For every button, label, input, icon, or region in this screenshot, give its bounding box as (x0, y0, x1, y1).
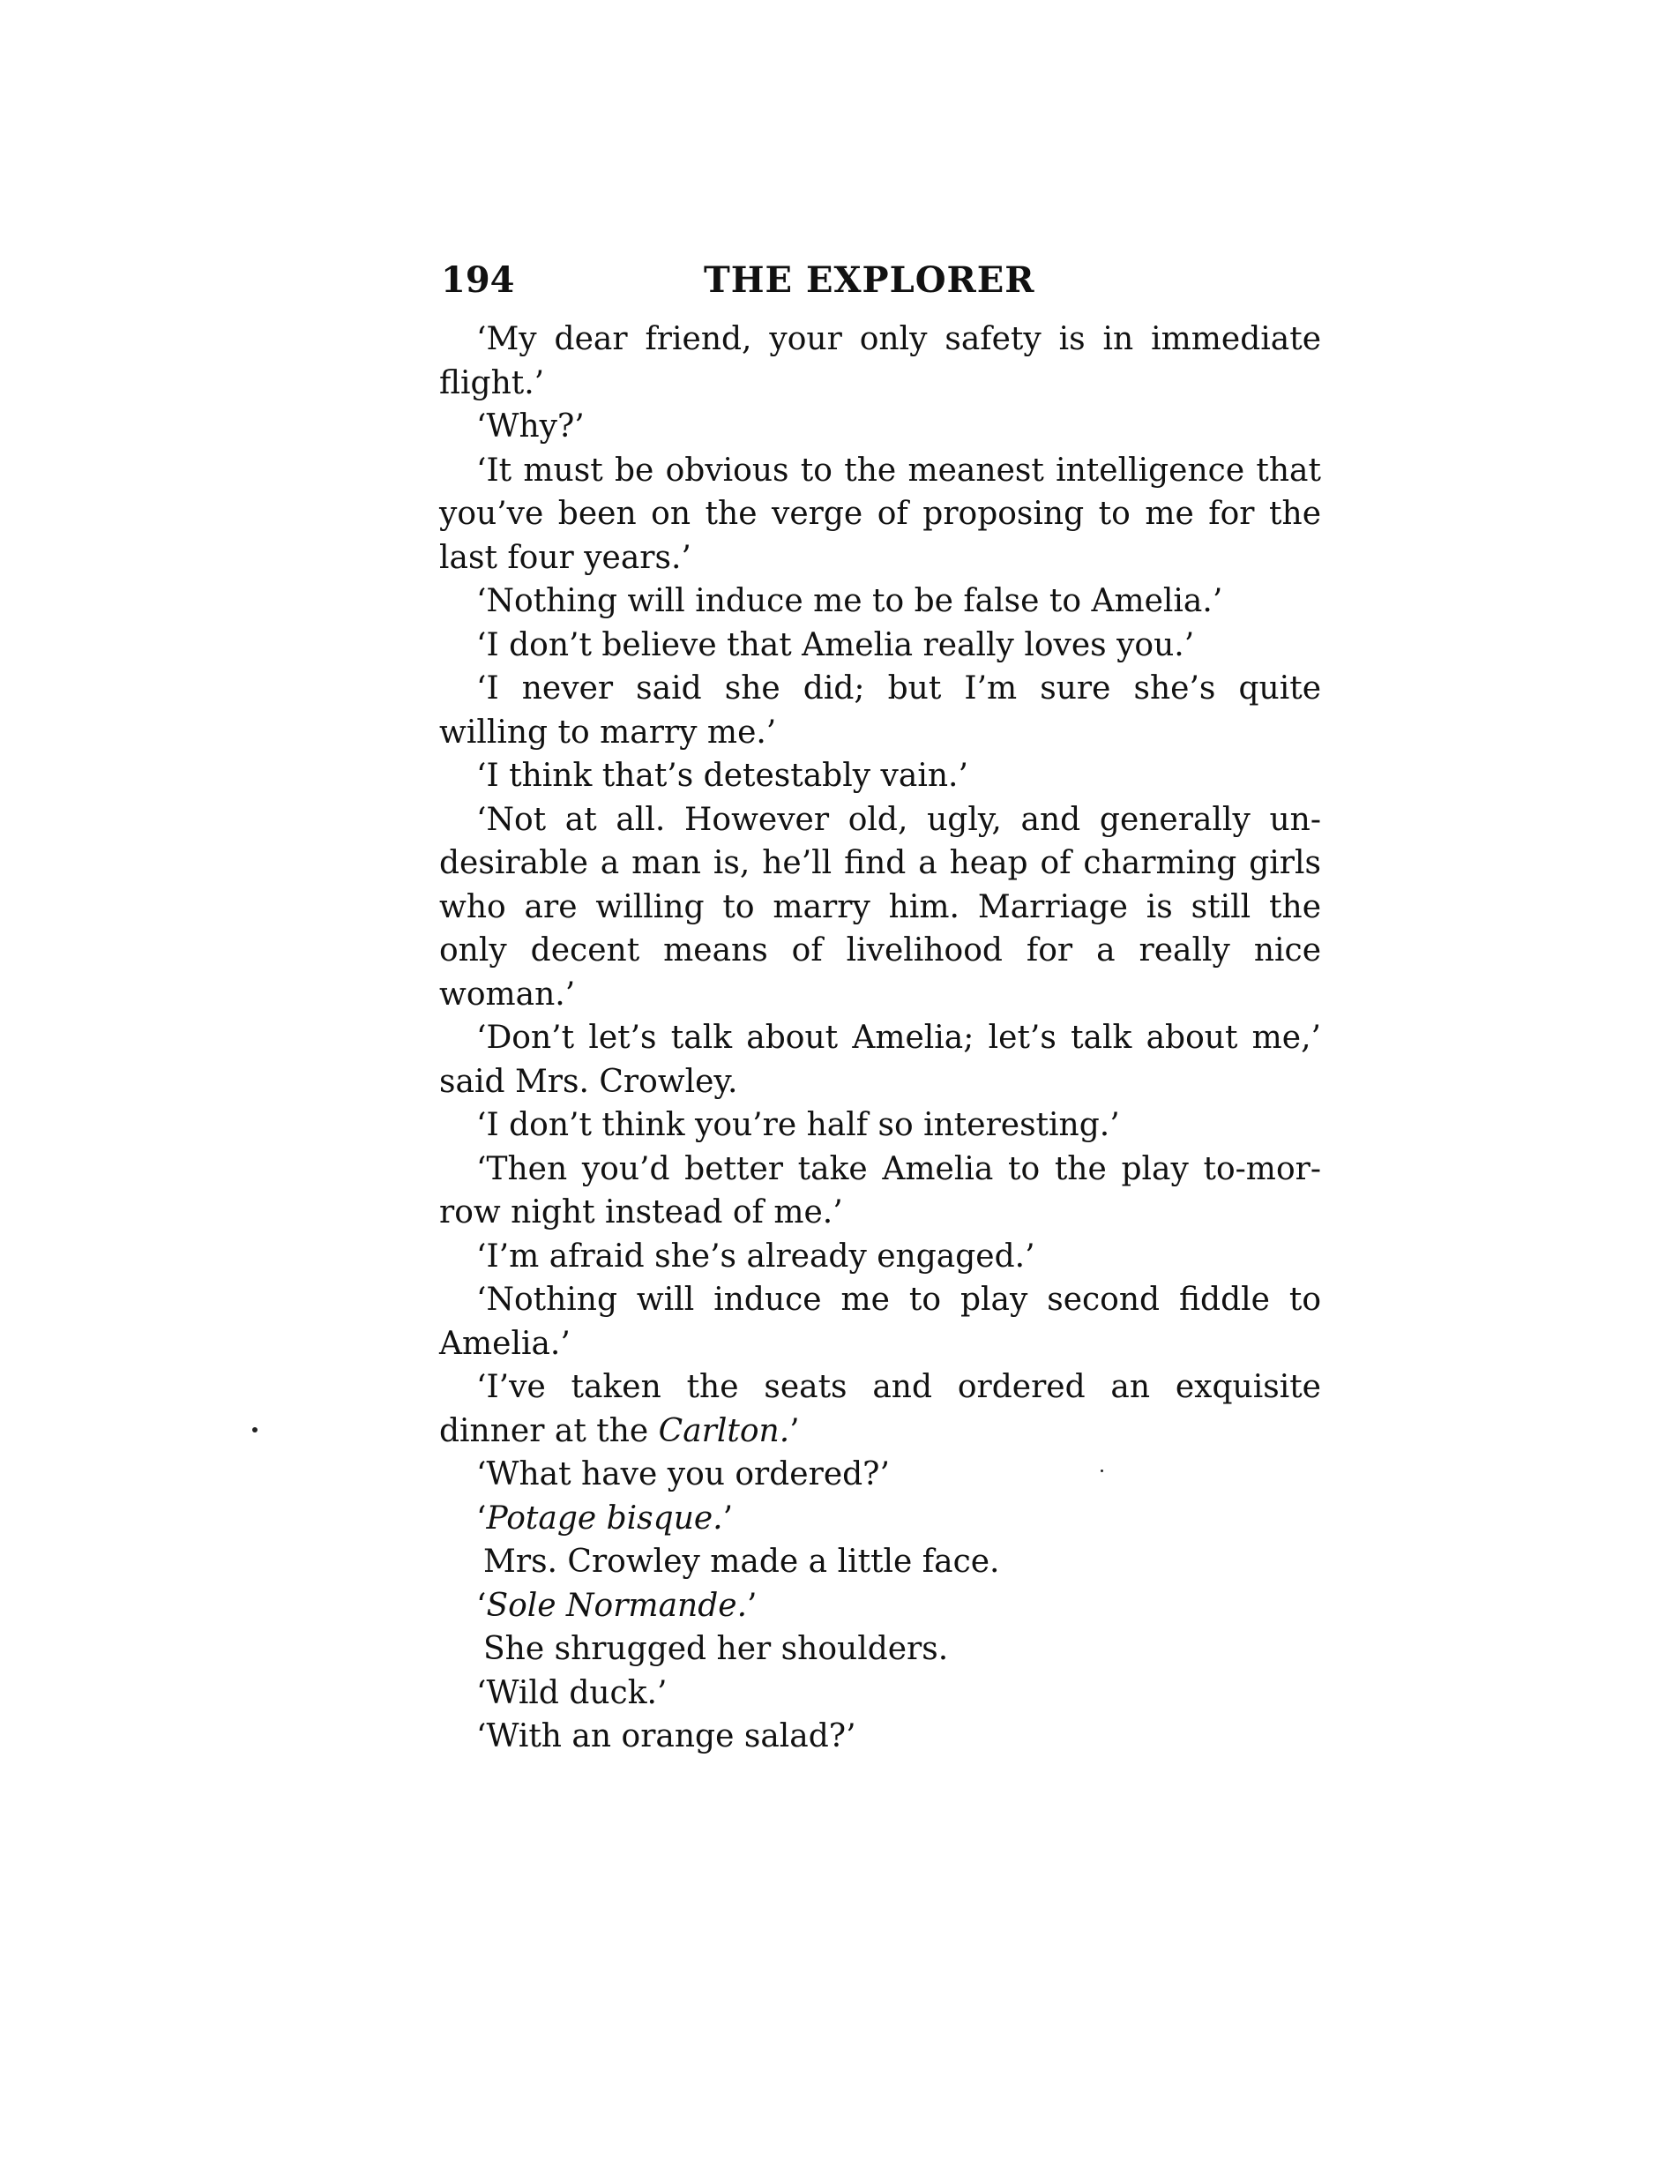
page-number: 194 (441, 259, 515, 301)
paragraph: ‘Nothing will induce me to play second fiddle to Amelia.’ (439, 1282, 1321, 1362)
paragraph: ‘I don’t believe that Amelia really loves you.’ (476, 626, 1195, 663)
paragraph: ‘I never said she did; but I’m sure she’s quite willing to marry me.’ (439, 670, 1321, 751)
paragraph-text: ‘ (476, 1500, 487, 1537)
paragraph: ‘With an orange salad?’ (476, 1718, 856, 1754)
italic-text: Potage bisque. (486, 1500, 723, 1537)
paragraph: ‘What have you ordered?’ (476, 1456, 890, 1492)
paragraph: Mrs. Crowley made a little face. (483, 1544, 1000, 1580)
body-text (439, 318, 1321, 1759)
paragraph (439, 1584, 1321, 1628)
scan-speck (1101, 1470, 1103, 1472)
paragraph-text: ’ (789, 1412, 800, 1449)
paragraph: ‘I’m afraid she’s already engaged.’ (476, 1238, 1035, 1275)
paragraph: ‘Then you’d better take Amelia to the play to-mor-row night instead of me.’ (439, 1150, 1321, 1230)
paragraph-text: ’ (722, 1500, 734, 1537)
paragraph: ‘Why?’ (476, 408, 585, 445)
paragraph: ‘My dear friend, your only safety is in immediate flight.’ (439, 321, 1321, 401)
paragraph-text: ’ (747, 1587, 758, 1624)
paragraph: ‘Wild duck.’ (476, 1674, 668, 1711)
italic-text: Carlton. (658, 1412, 790, 1449)
paragraph (439, 1365, 1321, 1453)
paragraph: ‘Not at all. However old, ugly, and generally un-desirable a man is, he’ll find a heap of charming girls who are willing to marry him. Marriage is still the only decent means of livelihood for a really nice woman.’ (439, 801, 1321, 1013)
paragraph: ‘I don’t think you’re half so interesting.’ (476, 1107, 1120, 1143)
paragraph-text: ‘ (476, 1587, 487, 1624)
paragraph: ‘Don’t let’s talk about Amelia; let’s talk about me,’ said Mrs. Crowley. (439, 1020, 1321, 1100)
paragraph: ‘It must be obvious to the meanest intelligence that you’ve been on the verge of proposing to me for the last four years.’ (439, 452, 1321, 576)
italic-text: Sole Normande. (486, 1587, 748, 1624)
paragraph: ‘Nothing will induce me to be false to Amelia.’ (476, 583, 1223, 619)
scan-speck (252, 1427, 258, 1432)
paragraph: She shrugged her shoulders. (483, 1631, 949, 1667)
running-head: THE EXPLORER (704, 259, 1035, 301)
paragraph (439, 1497, 1321, 1541)
page-header (441, 254, 1323, 307)
paragraph-text: ‘I’ve taken the seats and ordered an exquisite dinner at the (439, 1369, 1321, 1449)
paragraph: ‘I think that’s detestably vain.’ (476, 758, 968, 794)
